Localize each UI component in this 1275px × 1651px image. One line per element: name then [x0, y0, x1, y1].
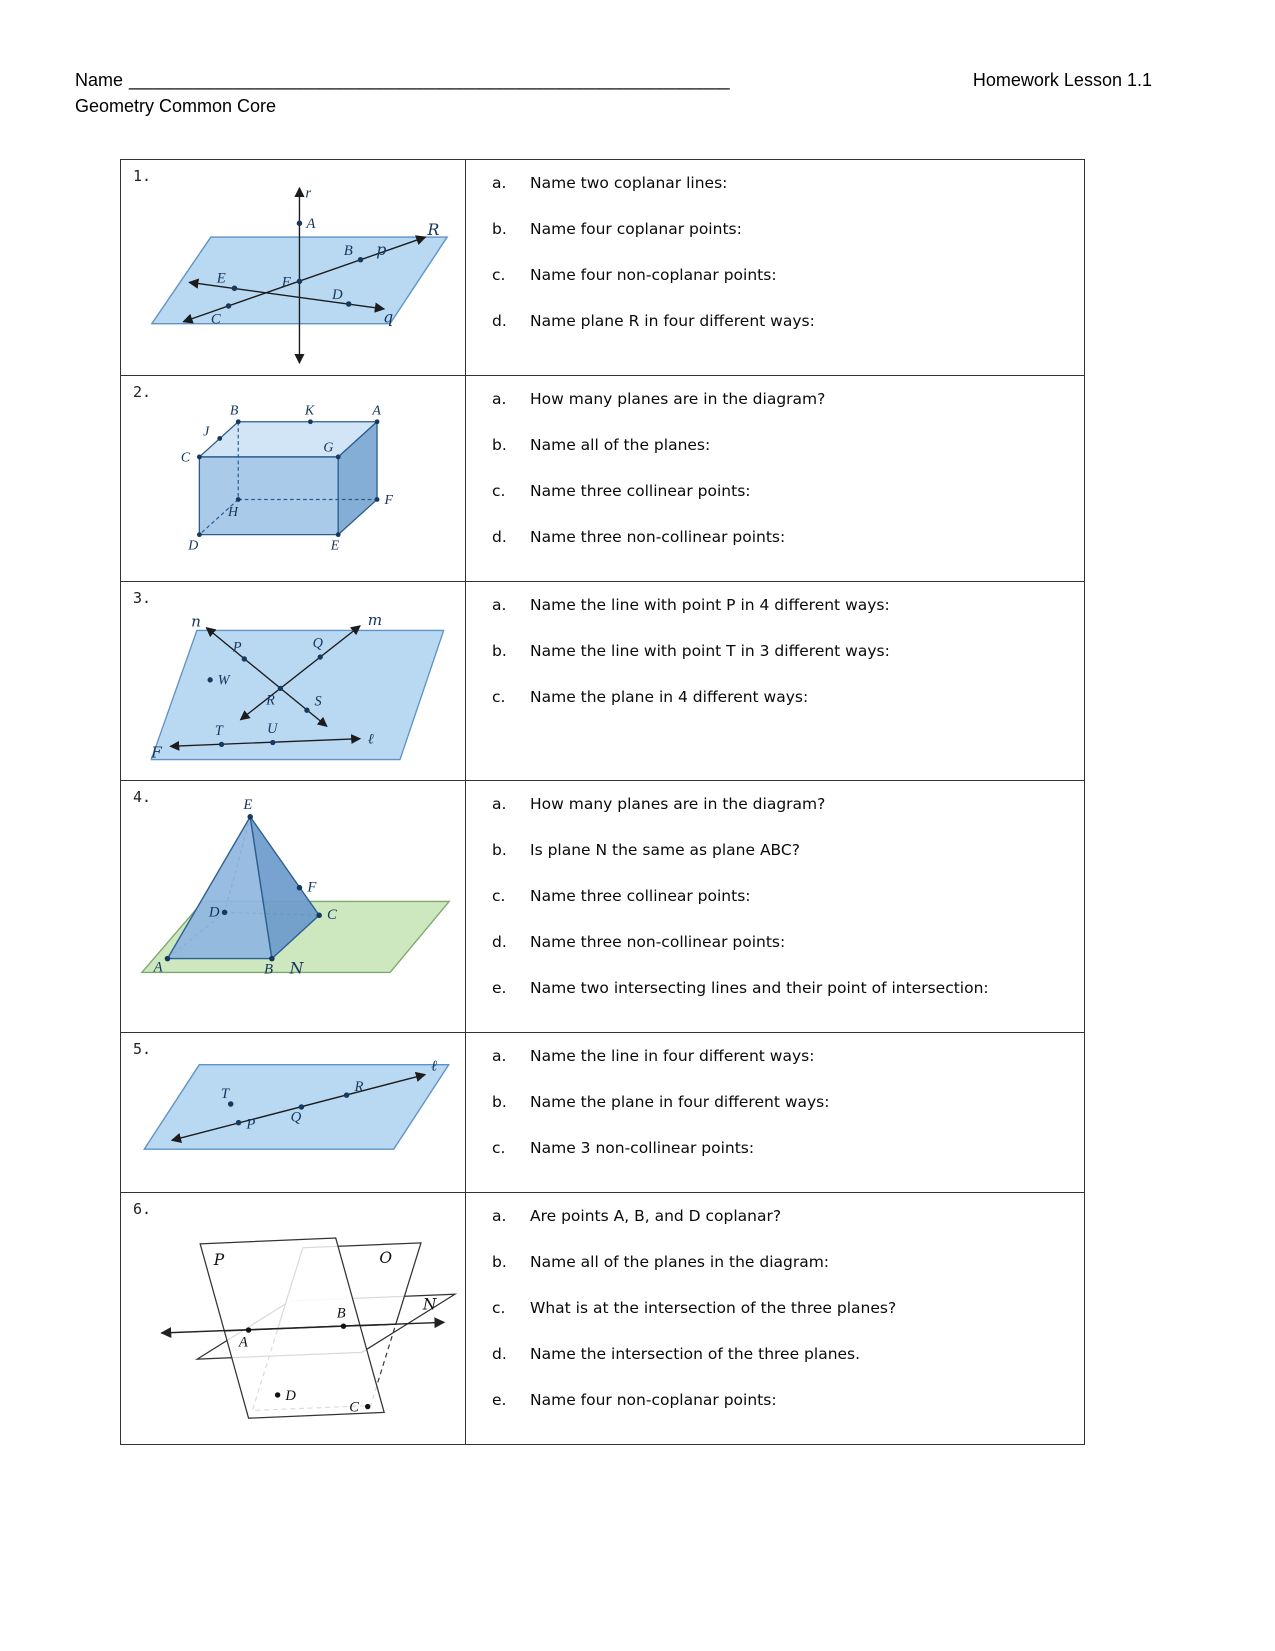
problem-6-number: 6. [133, 1200, 152, 1218]
question [492, 595, 1072, 616]
point-dot-c [316, 913, 322, 919]
question [492, 1092, 1072, 1113]
point-dot-p [236, 1120, 242, 1126]
question-text: Name three collinear points: [530, 482, 751, 500]
point-label-r: R [266, 692, 275, 709]
question-letter: b. [492, 1093, 507, 1111]
problem-4-diagram-cell [121, 781, 466, 1033]
question-text: Name four coplanar points: [530, 220, 742, 238]
point-label-f: F [384, 493, 393, 509]
point-dot-a [246, 1327, 251, 1332]
point-label-a: A [306, 216, 316, 233]
problem-1-diagram [132, 176, 462, 369]
point-dot-b [341, 1323, 346, 1328]
point-label-g: G [323, 440, 334, 456]
problem-4-diagram [132, 797, 462, 1004]
question [492, 527, 1072, 548]
problem-3-number: 3. [133, 589, 152, 607]
question [492, 1252, 1072, 1273]
point-dot-c [365, 1404, 370, 1409]
question [492, 219, 1072, 240]
point-dot-f [297, 885, 303, 891]
problem-3-diagram [138, 598, 456, 774]
question-letter: b. [492, 220, 507, 238]
point-dot-q [318, 654, 323, 659]
point-label-b: B [343, 242, 353, 259]
point-label-b: B [336, 1305, 346, 1322]
point-dot-c [226, 303, 232, 309]
question [492, 687, 1072, 708]
question-letter: a. [492, 795, 507, 813]
course-title: Geometry Common Core [75, 96, 277, 116]
problem-5-questions-cell [466, 1033, 1085, 1193]
point-dot-c [197, 455, 202, 460]
problem-3-questions-cell [466, 582, 1085, 781]
plane-label-p: P [213, 1251, 225, 1270]
point-dot-a [297, 221, 303, 227]
point-label-r: R [354, 1079, 364, 1096]
line-label-r: r [305, 185, 312, 202]
question-letter: b. [492, 841, 507, 859]
question-text: Name 3 non-collinear points: [530, 1139, 755, 1157]
question-text: Name three non-collinear points: [530, 528, 786, 546]
question-letter: d. [492, 1345, 507, 1363]
question-letter: a. [492, 390, 507, 408]
question-letter: b. [492, 642, 507, 660]
question-text: Name the plane in 4 different ways: [530, 688, 809, 706]
question-text: How many planes are in the diagram? [530, 795, 826, 813]
point-label-a: A [238, 1334, 248, 1351]
name-line [75, 70, 730, 91]
point-label-p: P [232, 639, 242, 656]
line-label-l: ℓ [367, 731, 374, 748]
problem-4-number: 4. [133, 788, 152, 806]
plane-label-f: F [151, 743, 162, 762]
point-label-u: U [267, 720, 278, 737]
plane-label-n: N [422, 1295, 437, 1314]
question [492, 481, 1072, 502]
line-label-m: m [367, 610, 383, 629]
point-dot-f [297, 279, 303, 285]
plane-p-lower [224, 1325, 384, 1418]
question-letter: a. [492, 1047, 507, 1065]
question-letter: c. [492, 1139, 506, 1157]
point-dot-u [270, 740, 275, 745]
point-label-e: E [216, 270, 226, 287]
point-label-q: Q [312, 635, 323, 652]
point-label-b: B [229, 403, 239, 419]
question [492, 311, 1072, 332]
question-text: Name four non-coplanar points: [530, 1391, 777, 1409]
point-label-h: H [228, 505, 239, 521]
point-label-s: S [314, 693, 322, 710]
question [492, 1046, 1072, 1067]
question-letter: d. [492, 933, 507, 951]
problem-1-number: 1. [133, 167, 152, 185]
point-dot-b [358, 257, 364, 263]
point-label-k: K [304, 403, 315, 419]
question-text: Are points A, B, and D coplanar? [530, 1207, 782, 1225]
point-label-t: T [220, 1086, 230, 1103]
point-label-p: P [246, 1116, 256, 1133]
question [492, 840, 1072, 861]
point-label-j: J [203, 424, 210, 440]
problem-row-6 [121, 1193, 1085, 1445]
question-text: Name the plane in four different ways: [530, 1093, 830, 1111]
plane-label-r: R [427, 220, 440, 240]
question-text: Name the intersection of the three planes. [530, 1345, 861, 1363]
point-label-d: D [285, 1387, 296, 1404]
problem-row-3 [121, 582, 1085, 781]
question [492, 435, 1072, 456]
question-letter: c. [492, 1299, 506, 1317]
question [492, 886, 1072, 907]
question [492, 1206, 1072, 1227]
line-label-p: p [376, 239, 387, 259]
question-letter: a. [492, 1207, 507, 1225]
problem-row-5 [121, 1033, 1085, 1193]
question [492, 389, 1072, 410]
point-dot-e [232, 285, 238, 291]
question-letter: a. [492, 174, 507, 192]
question [492, 1344, 1072, 1365]
point-dot-s [304, 708, 309, 713]
line-label-n: n [191, 612, 201, 631]
point-label-d: D [208, 904, 220, 921]
point-label-c: C [327, 907, 337, 924]
homework-table [120, 159, 1085, 1445]
point-label-f: F [307, 879, 317, 896]
point-label-e: E [243, 797, 253, 813]
point-label-w: W [217, 672, 230, 689]
point-dot-p [242, 656, 247, 661]
question [492, 641, 1072, 662]
point-dot-r [278, 686, 283, 691]
name-blank: ____________________________________________________________ [129, 70, 730, 90]
point-label-a: A [153, 959, 163, 976]
problem-row-1 [121, 160, 1085, 376]
question-text: Name three non-collinear points: [530, 933, 786, 951]
point-label-c: C [180, 450, 191, 466]
question-text: Name the line in four different ways: [530, 1047, 815, 1065]
line-label-q: q [383, 307, 394, 327]
point-dot-h [236, 497, 241, 502]
problem-2-diagram [142, 392, 452, 557]
point-label-b: B [264, 961, 274, 978]
point-dot-f [375, 497, 380, 502]
problem-1-diagram-cell [121, 160, 466, 376]
question [492, 265, 1072, 286]
point-label-f: F [281, 274, 291, 291]
point-dot-t [219, 742, 224, 747]
plane-shape [144, 1065, 448, 1149]
point-label-e: E [330, 538, 340, 554]
question [492, 1390, 1072, 1411]
question-text: Name the line with point T in 3 different ways: [530, 642, 890, 660]
point-dot-k [308, 419, 313, 424]
question-text: Name all of the planes in the diagram: [530, 1253, 830, 1271]
point-dot-b [236, 419, 241, 424]
problem-row-2 [121, 376, 1085, 582]
point-dot-a [375, 419, 380, 424]
question-text: What is at the intersection of the three planes? [530, 1299, 897, 1317]
point-dot-d [197, 532, 202, 537]
problem-5-number: 5. [133, 1040, 152, 1058]
point-label-d: D [331, 287, 343, 304]
question-letter: a. [492, 596, 507, 614]
question-letter: e. [492, 1391, 507, 1409]
question-text: Name four non-coplanar points: [530, 266, 777, 284]
point-label-q: Q [290, 1109, 302, 1126]
problem-row-4 [121, 781, 1085, 1033]
point-dot-a [165, 956, 171, 962]
point-dot-e [247, 814, 253, 820]
point-dot-w [207, 677, 212, 682]
problem-3-diagram-cell [121, 582, 466, 781]
point-dot-d [275, 1392, 280, 1397]
problem-5-diagram [132, 1049, 462, 1159]
plane-label-o: O [379, 1249, 393, 1268]
point-dot-d [346, 301, 352, 307]
point-dot-g [336, 455, 341, 460]
question [492, 173, 1072, 194]
question-letter: b. [492, 1253, 507, 1271]
question-text: Name two intersecting lines and their point of intersection: [530, 979, 989, 997]
question [492, 932, 1072, 953]
question-text: Name all of the planes: [530, 436, 711, 454]
point-dot-r [344, 1092, 350, 1098]
question-letter: c. [492, 482, 506, 500]
problem-2-diagram-cell [121, 376, 466, 582]
question-text: Name the line with point P in 4 different ways: [530, 596, 890, 614]
question [492, 978, 1072, 999]
question-letter: c. [492, 688, 506, 706]
problem-5-diagram-cell [121, 1033, 466, 1193]
question-letter: b. [492, 436, 507, 454]
name-label: Name [75, 70, 124, 90]
point-label-c: C [349, 1399, 359, 1416]
question [492, 1138, 1072, 1159]
box-front-face [199, 457, 338, 535]
question-text: Is plane N the same as plane ABC? [530, 841, 800, 859]
plane-f-shape [151, 630, 443, 759]
problem-1-questions-cell [466, 160, 1085, 376]
question-text: How many planes are in the diagram? [530, 390, 826, 408]
question [492, 1298, 1072, 1319]
problem-6-diagram-cell [121, 1193, 466, 1445]
point-label-d: D [188, 538, 199, 554]
header [75, 70, 1152, 91]
question-text: Name plane R in four different ways: [530, 312, 815, 330]
point-dot-d [222, 910, 228, 916]
problem-4-questions-cell [466, 781, 1085, 1033]
line-label-l: ℓ [431, 1058, 438, 1075]
question-letter: c. [492, 266, 506, 284]
problem-2-number: 2. [133, 383, 152, 401]
question-letter: c. [492, 887, 506, 905]
point-dot-e [336, 532, 341, 537]
question-text: Name two coplanar lines: [530, 174, 728, 192]
question-letter: d. [492, 312, 507, 330]
point-dot-j [217, 436, 222, 441]
problem-6-questions-cell [466, 1193, 1085, 1445]
question-letter: d. [492, 528, 507, 546]
question [492, 794, 1072, 815]
point-label-a: A [372, 403, 381, 419]
question-letter: e. [492, 979, 507, 997]
page-title: Homework Lesson 1.1 [972, 70, 1152, 90]
question-text: Name three collinear points: [530, 887, 751, 905]
point-label-t: T [214, 722, 223, 739]
point-label-c: C [210, 311, 221, 328]
problem-2-questions-cell [466, 376, 1085, 582]
problem-6-diagram [132, 1209, 462, 1424]
plane-label-n: N [289, 958, 304, 978]
